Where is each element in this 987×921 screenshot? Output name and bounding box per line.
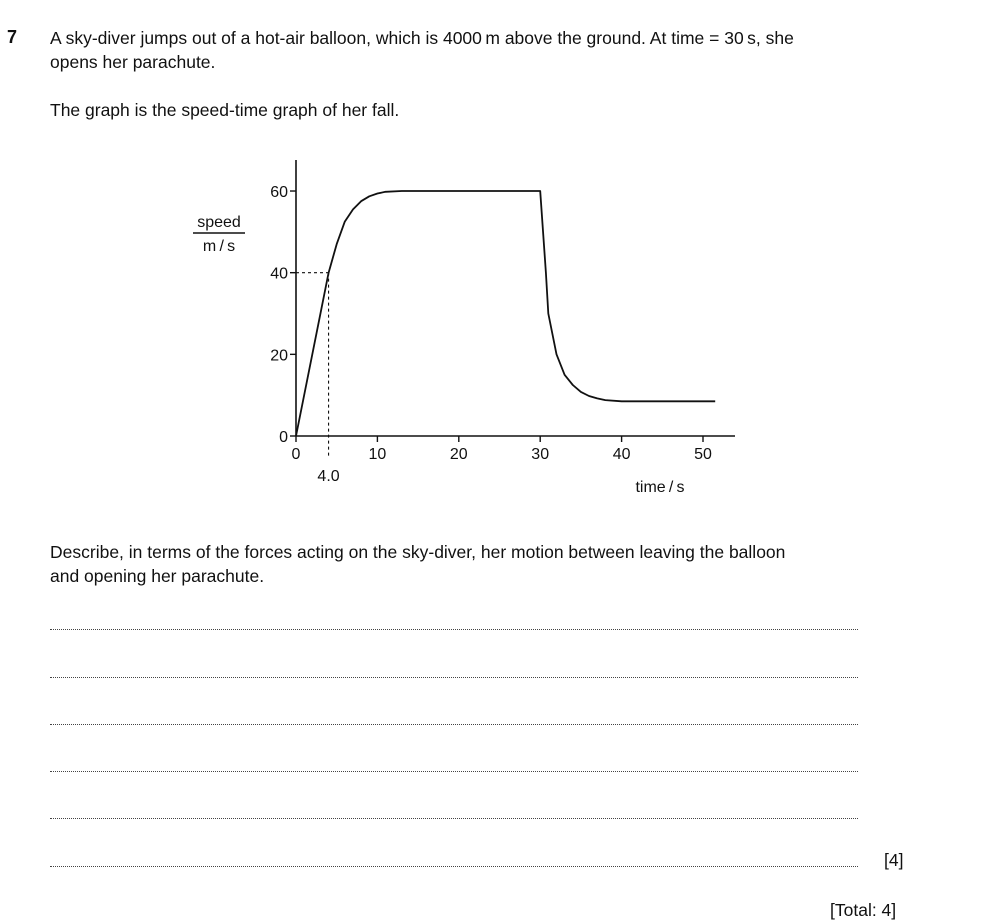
data-point	[336, 243, 338, 245]
data-point	[604, 399, 606, 401]
data-point	[352, 208, 354, 210]
x-tick-label-30: 30	[531, 446, 550, 463]
question-prompt-line-1: Describe, in terms of the forces acting on the sky-diver, her motion between leaving the balloon	[50, 542, 786, 562]
data-point	[596, 397, 598, 399]
data-point	[368, 195, 370, 197]
annotation-label: 4.0	[317, 468, 340, 485]
answer-line-4[interactable]	[50, 771, 858, 772]
data-point	[545, 272, 547, 274]
x-tick-label-40: 40	[612, 446, 631, 463]
question-stem-line-2: opens her parachute.	[50, 52, 216, 72]
y-tick-label-0: 0	[279, 429, 288, 446]
answer-line-6[interactable]	[50, 866, 858, 867]
question-number: 7	[7, 27, 18, 47]
data-point	[401, 190, 403, 192]
data-point	[572, 384, 574, 386]
x-tick-label-10: 10	[368, 446, 387, 463]
y-tick-label-40: 40	[270, 265, 288, 283]
data-point	[344, 221, 346, 223]
data-point	[539, 190, 541, 192]
y-axis-label-numerator: speed	[197, 214, 241, 231]
x-tick-label-50: 50	[694, 446, 712, 463]
data-point	[295, 435, 297, 437]
question-stem-line-1: A sky-diver jumps out of a hot-air balloon, which is 4000 m above the ground. At time = 30 s, she	[50, 28, 794, 48]
question-prompt-line-2: and opening her parachute.	[50, 566, 265, 586]
data-point	[580, 391, 582, 393]
y-tick-label-60: 60	[270, 184, 288, 202]
answer-line-1[interactable]	[50, 629, 858, 630]
y-tick-label-20: 20	[270, 347, 288, 365]
data-point	[376, 192, 378, 194]
x-tick-label-0: 0	[291, 446, 301, 463]
data-point	[360, 200, 362, 202]
y-axis-label-denominator: m / s	[202, 238, 236, 255]
speed-series-line	[296, 191, 715, 436]
data-point	[547, 313, 549, 315]
answer-line-3[interactable]	[50, 724, 858, 725]
data-point	[714, 400, 716, 402]
graph-intro: The graph is the speed-time graph of her fall.	[50, 100, 400, 120]
total-marks-label: [Total: 4]	[830, 900, 897, 920]
data-point	[328, 272, 330, 274]
x-tick-label-20: 20	[449, 446, 468, 463]
data-point	[564, 374, 566, 376]
answer-line-5[interactable]	[50, 818, 858, 819]
data-point	[385, 191, 387, 193]
data-point	[588, 395, 590, 397]
marks-label: [4]	[884, 850, 904, 870]
x-axis-label: time / s	[635, 479, 685, 496]
data-point	[555, 353, 557, 355]
data-point	[621, 400, 623, 402]
data-point	[661, 400, 663, 402]
answer-line-2[interactable]	[50, 677, 858, 678]
